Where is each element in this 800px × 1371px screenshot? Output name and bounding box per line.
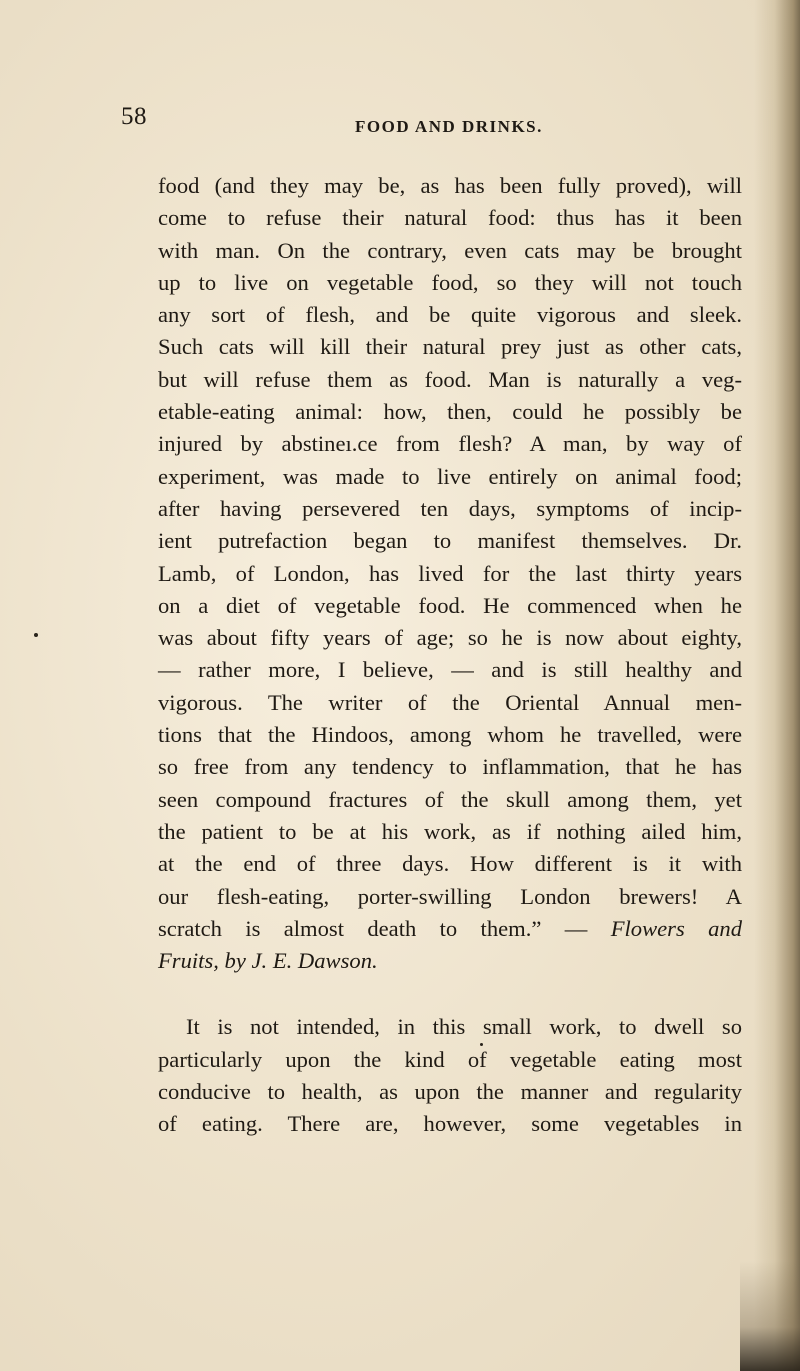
page-header bbox=[121, 103, 681, 143]
text-line: It is not intended, in this small work, to dwell so bbox=[186, 1014, 742, 1040]
body-text bbox=[158, 170, 742, 1141]
page-number: 58 bbox=[121, 103, 147, 130]
text-line: conducive to health, as upon the manner and regularity bbox=[158, 1079, 742, 1105]
text-line: come to refuse their natural food: thus has it been bbox=[158, 205, 742, 231]
text-line: but will refuse them as food. Man is naturally a veg- bbox=[158, 366, 742, 392]
text-line: vigorous. The writer of the Oriental Annual men- bbox=[158, 689, 742, 715]
citation-source: Fruits, by J. E. Dawson. bbox=[158, 948, 378, 974]
page-corner-shadow bbox=[740, 1261, 800, 1371]
text-line: of eating. There are, however, some vegetables in bbox=[158, 1111, 742, 1137]
text-line: up to live on vegetable food, so they will not touch bbox=[158, 269, 742, 295]
text-line: our flesh-eating, porter-swilling London brewers! A bbox=[158, 883, 742, 909]
text-line: was about fifty years of age; so he is now about eighty, bbox=[158, 625, 742, 651]
text-line: ient putrefaction began to manifest themselves. Dr. bbox=[158, 528, 742, 554]
text-line: with man. On the contrary, even cats may be brought bbox=[158, 237, 742, 263]
text-line: food (and they may be, as has been fully proved), will bbox=[158, 173, 742, 198]
text-line bbox=[158, 913, 742, 945]
text-line: experiment, was made to live entirely on animal food; bbox=[158, 463, 742, 489]
text-line: seen compound fractures of the skull among them, yet bbox=[158, 786, 742, 812]
paragraph bbox=[158, 1011, 742, 1140]
citation-line bbox=[158, 945, 742, 977]
text-line: tions that the Hindoos, among whom he travelled, were bbox=[158, 722, 742, 748]
text-line: at the end of three days. How different is it with bbox=[158, 851, 742, 877]
text-line: after having persevered ten days, symptoms of incip- bbox=[158, 495, 742, 521]
text-line: so free from any tendency to inflammation, that he has bbox=[158, 754, 742, 780]
citation-title: Flowers and bbox=[610, 915, 742, 941]
paragraph-gap bbox=[158, 977, 742, 1011]
text-line: etable-eating animal: how, then, could he possibly be bbox=[158, 399, 742, 425]
page-edge-shadow bbox=[754, 0, 800, 1371]
text-line: any sort of flesh, and be quite vigorous and sleek. bbox=[158, 302, 742, 328]
running-head: FOOD AND DRINKS. bbox=[355, 117, 543, 136]
text-line: — rather more, I believe, — and is still healthy and bbox=[158, 657, 742, 683]
text-line: Such cats will kill their natural prey just as other cats, bbox=[158, 334, 742, 360]
ink-speck bbox=[34, 633, 38, 637]
text-line: Lamb, of London, has lived for the last thirty years bbox=[158, 560, 742, 586]
text-line: on a diet of vegetable food. He commenced when he bbox=[158, 592, 742, 618]
text-line: injured by abstineı.ce from flesh? A man, by way of bbox=[158, 431, 742, 457]
text-line: the patient to be at his work, as if nothing ailed him, bbox=[158, 818, 742, 844]
quote-end: scratch is almost death to them.” — bbox=[158, 915, 611, 941]
text-line: particularly upon the kind of vegetable eating most bbox=[158, 1046, 742, 1072]
paragraph bbox=[158, 170, 742, 977]
